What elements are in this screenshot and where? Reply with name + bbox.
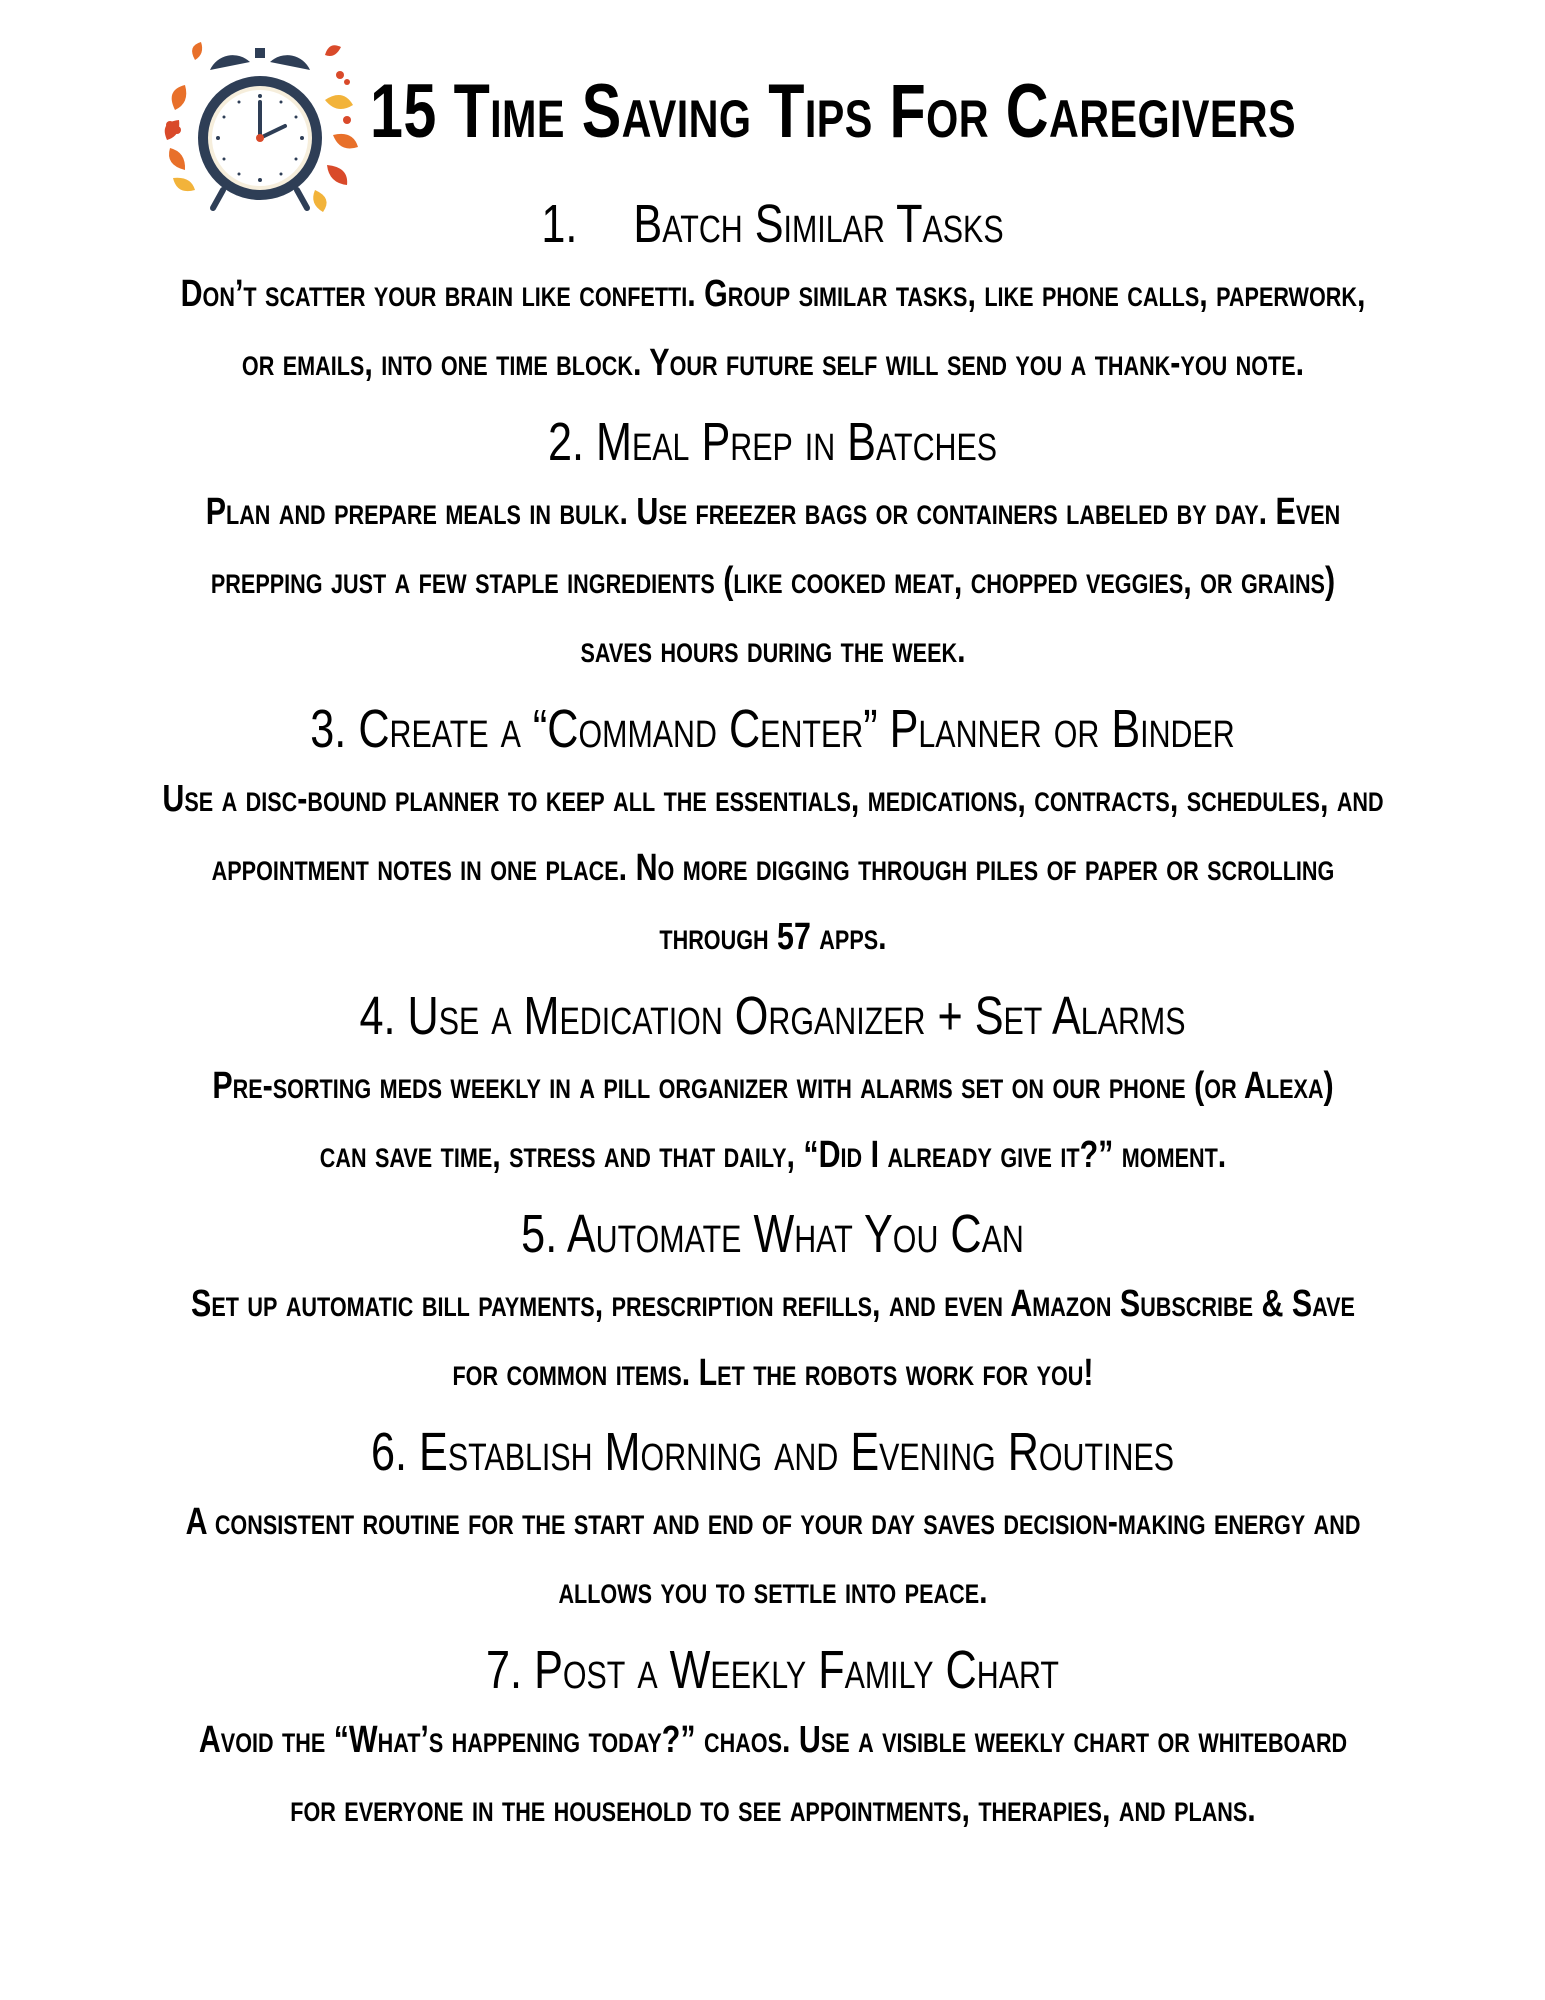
tip-description (61, 1488, 1485, 1626)
tip-title: Create a “Command Center” Planner or Binder (358, 699, 1235, 759)
tip-6 (0, 1416, 1545, 1626)
tip-line: Set up automatic bill payments, prescription refills, and even Amazon Subscribe & Save (191, 1283, 1355, 1325)
tip-line: Use a disc-bound planner to keep all the essentials, medications, contracts, schedules, and (162, 778, 1384, 820)
tip-line: prepping just a few staple ingredients (like cooked meat, chopped veggies, or grains) (210, 560, 1336, 602)
tip-number: 6. (370, 1422, 407, 1482)
tip-number: 4. (359, 986, 396, 1046)
tip-heading (155, 980, 1391, 1052)
tip-2 (0, 406, 1545, 685)
tip-line: can save time, stress and that daily, “Did I already give it?” moment. (319, 1134, 1227, 1176)
tip-heading (155, 1198, 1391, 1270)
tip-line: Avoid the “What’s happening today?” chaos. Use a visible weekly chart or whiteboard (198, 1719, 1348, 1761)
tip-heading (155, 693, 1391, 765)
tip-title: Post a Weekly Family Chart (534, 1640, 1059, 1700)
tip-line: Don’t scatter your brain like confetti. Group similar tasks, like phone calls, paperwork, (180, 273, 1366, 315)
tip-line: Plan and prepare meals in bulk. Use freezer bags or containers labeled by day. Even (205, 491, 1341, 533)
tip-line: appointment notes in one place. No more digging through piles of paper or scrolling (211, 847, 1335, 889)
tip-title: Meal Prep in Batches (596, 412, 998, 472)
tip-line: for everyone in the household to see appointments, therapies, and plans. (290, 1788, 1256, 1830)
tip-number: 1. (541, 194, 578, 254)
tip-description (61, 478, 1485, 685)
page-title: 15 Time Saving Tips For Caregivers (370, 69, 1297, 154)
tip-description (61, 260, 1485, 398)
tip-description (61, 1706, 1485, 1844)
tip-line: allows you to settle into peace. (558, 1570, 988, 1612)
tip-5 (0, 1198, 1545, 1408)
tip-heading (155, 1416, 1391, 1488)
tip-heading (155, 1634, 1391, 1706)
tip-title: Automate What You Can (566, 1204, 1024, 1264)
tip-1 (0, 188, 1545, 398)
tip-heading (155, 406, 1391, 478)
tip-line: through 57 apps. (659, 916, 887, 958)
tip-line: A consistent routine for the start and end of your day saves decision-making energy and (185, 1501, 1361, 1543)
tips-list (0, 180, 1545, 1844)
tip-title: Batch Similar Tasks (633, 194, 1004, 254)
tip-title: Establish Morning and Evening Routines (419, 1422, 1175, 1482)
tip-number: 2. (547, 412, 584, 472)
tip-number: 7. (486, 1640, 523, 1700)
tip-description (61, 765, 1485, 972)
tip-line: Pre-sorting meds weekly in a pill organizer with alarms set on our phone (or Alexa) (212, 1065, 1334, 1107)
tip-description (61, 1270, 1485, 1408)
tip-number: 3. (310, 699, 347, 759)
tip-4 (0, 980, 1545, 1190)
tip-7 (0, 1634, 1545, 1844)
tip-line: saves hours during the week. (580, 629, 966, 671)
tip-heading (155, 188, 1391, 260)
tip-3 (0, 693, 1545, 972)
tip-number: 5. (521, 1204, 558, 1264)
tip-line: for common items. Let the robots work for you! (452, 1352, 1094, 1394)
tip-title: Use a Medication Organizer + Set Alarms (407, 986, 1186, 1046)
tip-line: or emails, into one time block. Your future self will send you a thank-you note. (241, 342, 1305, 384)
tip-description (61, 1052, 1485, 1190)
